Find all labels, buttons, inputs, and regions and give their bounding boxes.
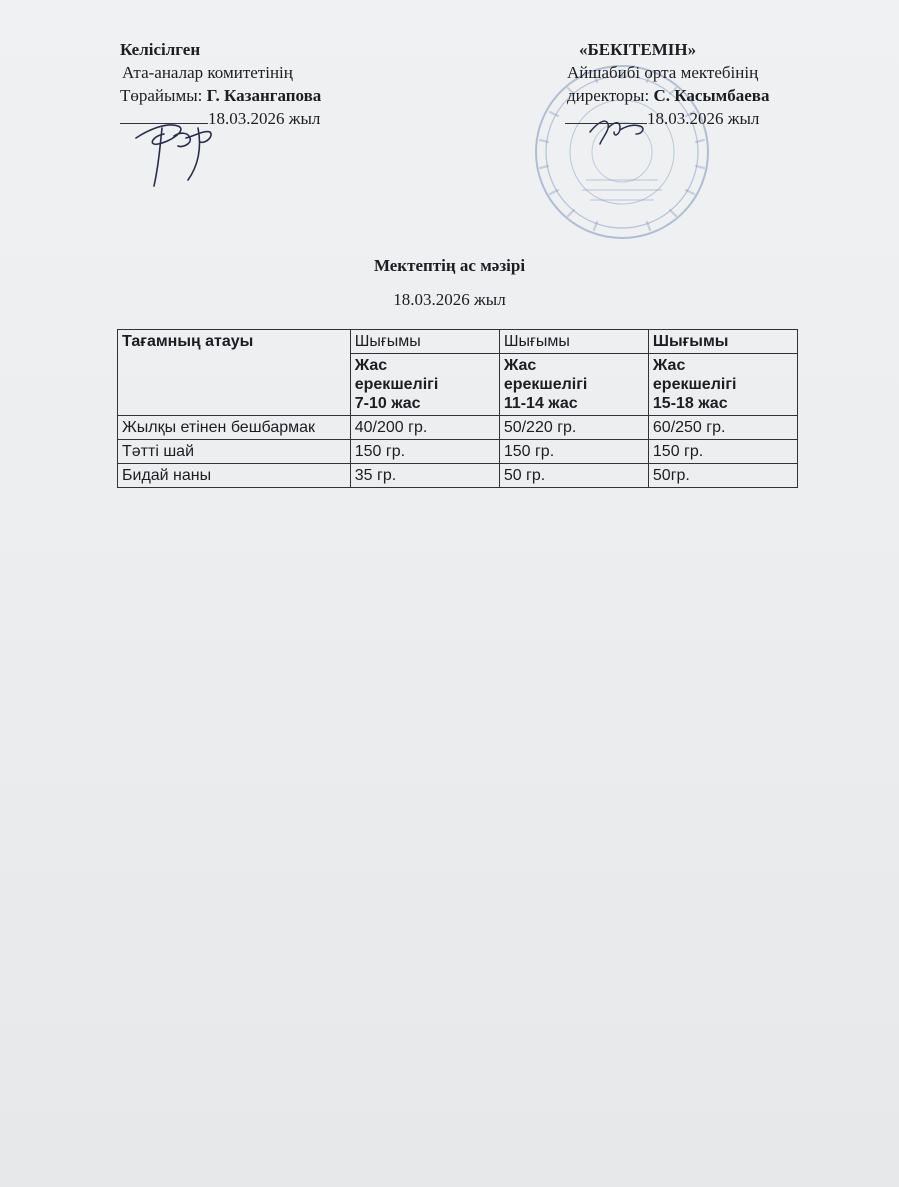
left-approval-committee: Ата-аналар комитетінің xyxy=(122,63,293,82)
header-yield-2: Шығымы xyxy=(499,330,648,354)
yield-cell: 60/250 гр. xyxy=(648,416,797,440)
yield-cell: 150 гр. xyxy=(499,440,648,464)
left-approval-date: 18.03.2026 жыл xyxy=(208,109,321,128)
subheader-age-group: Жас ерекшелігі 7-10 жас xyxy=(350,354,499,416)
right-approval-school: Айшабибі орта мектебінің xyxy=(567,63,759,82)
yield-cell: 50 гр. xyxy=(499,464,648,488)
yield-cell: 40/200 гр. xyxy=(350,416,499,440)
document-date: 18.03.2026 жыл xyxy=(393,290,506,309)
dish-name-cell: Жылқы етінен бешбармак xyxy=(118,416,351,440)
subheader-age-group: Жас ерекшелігі 15-18 жас xyxy=(648,354,797,416)
yield-cell: 35 гр. xyxy=(350,464,499,488)
right-approval-heading: «БЕКІТЕМІН» xyxy=(579,40,697,59)
yield-cell: 50/220 гр. xyxy=(499,416,648,440)
left-handwritten-signature xyxy=(118,108,228,190)
right-approval-name: С. Касымбаева xyxy=(653,86,770,105)
right-approval-position: директоры: xyxy=(567,86,650,105)
header-yield-1: Шығымы xyxy=(350,330,499,354)
left-approval-name: Г. Казангапова xyxy=(206,86,322,105)
left-approval-position: Төрайымы: xyxy=(120,86,203,105)
yield-cell: 50гр. xyxy=(648,464,797,488)
table-row xyxy=(118,416,798,440)
right-handwritten-signature xyxy=(584,112,654,148)
header-yield-3: Шығымы xyxy=(648,330,797,354)
header-dish-name: Тағамның атауы xyxy=(118,330,351,416)
subheader-age-group: Жас ерекшелігі 11-14 жас xyxy=(499,354,648,416)
yield-cell: 150 гр. xyxy=(648,440,797,464)
dish-name-cell: Бидай наны xyxy=(118,464,351,488)
table-row xyxy=(118,440,798,464)
document-title: Мектептің ас мәзірі xyxy=(373,256,526,275)
dish-name-cell: Тәтті шай xyxy=(118,440,351,464)
table-row xyxy=(118,464,798,488)
left-approval-heading: Келісілген xyxy=(120,40,201,59)
menu-table xyxy=(117,329,798,488)
right-approval-date: 18.03.2026 жыл xyxy=(647,109,760,128)
table-header-row xyxy=(118,330,798,354)
yield-cell: 150 гр. xyxy=(350,440,499,464)
